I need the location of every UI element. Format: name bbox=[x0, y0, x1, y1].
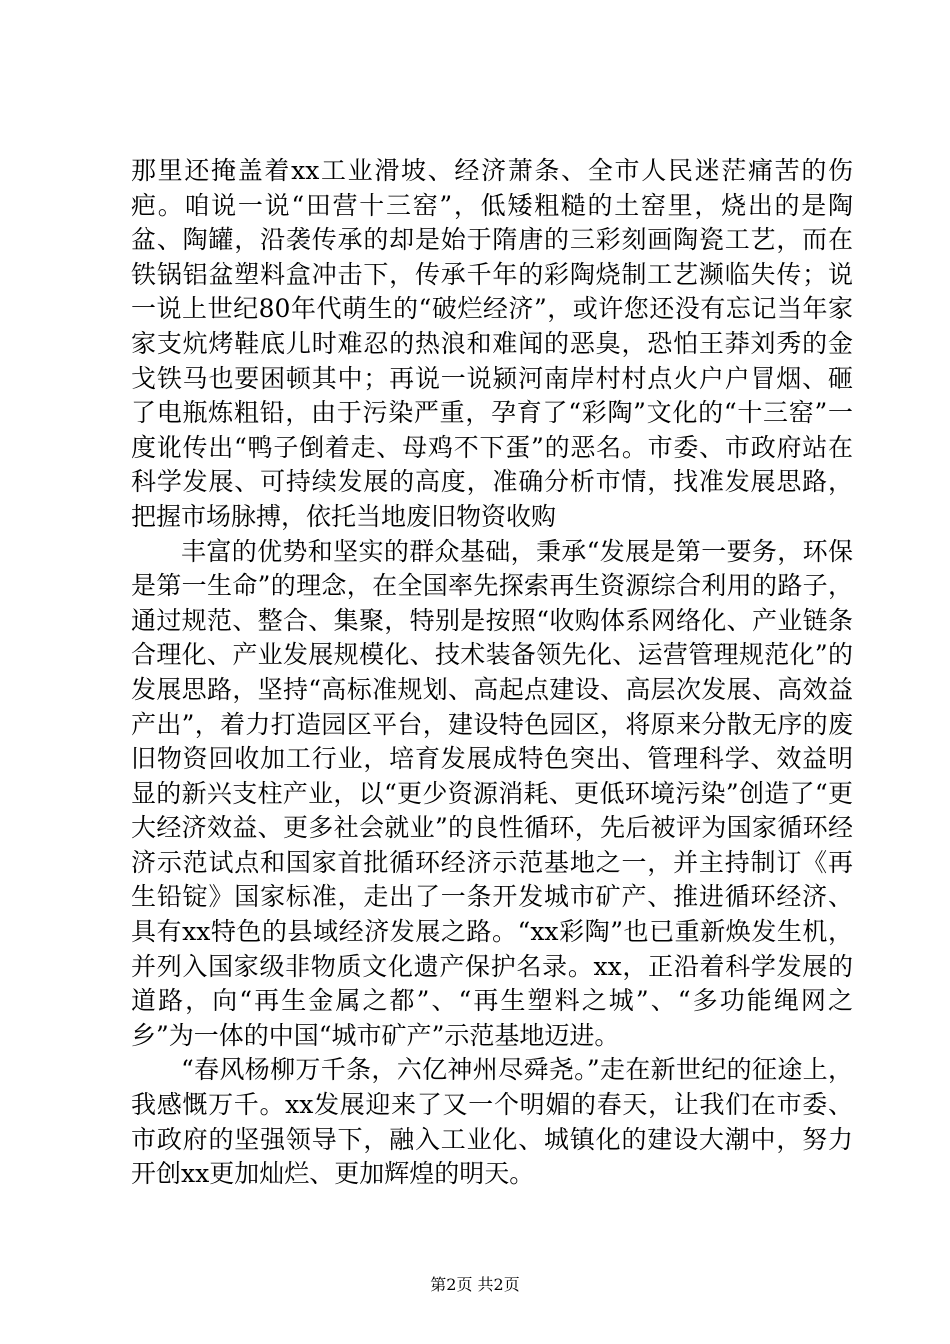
paragraph-3: “春风杨柳万千条，六亿神州尽舜尧。”走在新世纪的征途上，我感慨万千。xx发展迎来了又一个明媚的春天，让我们在市委、市政府的坚强领导下，融入工业化、城镇化的建设大潮中，努力开创xx更加灿烂、更加辉煌的明天。 bbox=[131, 1055, 853, 1189]
page-footer: 第2页 共2页 bbox=[430, 1275, 520, 1294]
paragraph-1: 那里还掩盖着xx工业滑坡、经济萧条、全市人民迷茫痛苦的伤疤。咱说一说“田营十三窑”，低矮粗糙的土窑里，烧出的是陶盆、陶罐，沿袭传承的却是始于隋唐的三彩刻画陶瓷工艺，而在铁锅铝盆塑料盒冲击下，传承千年的彩陶烧制工艺濒临失传；说一说上世纪80年代萌生的“破烂经济”，或许您还没有忘记当年家家支炕烤鞋底儿时难忍的热浪和难闻的恶臭，恐怕王莽刘秀的金戈铁马也要困顿其中；再说一说颍河南岸村村点火户户冒烟、砸了电瓶炼粗铅，由于污染严重，孕育了“彩陶”文化的“十三窑”一度讹传出“鸭子倒着走、母鸡不下蛋”的恶名。市委、市政府站在科学发展、可持续发展的高度，准确分析市情，找准发展思路，把握市场脉搏，依托当地废旧物资收购 bbox=[131, 156, 853, 531]
paragraph-2: 丰富的优势和坚实的群众基础，秉承“发展是第一要务，环保是第一生命”的理念，在全国率先探索再生资源综合利用的路子，通过规范、整合、集聚，特别是按照“收购体系网络化、产业链条合理化、产业发展规模化、技术装备领先化、运营管理规范化”的发展思路，坚持“高标准规划、高起点建设、高层次发展、高效益产出”，着力打造园区平台，建设特色园区，将原来分散无序的废旧物资回收加工行业，培育发展成特色突出、管理科学、效益明显的新兴支柱产业，以“更少资源消耗、更低环境污染”创造了“更大经济效益、更多社会就业”的良性循环，先后被评为国家循环经济示范试点和国家首批循环经济示范基地之一，并主持制订《再生铅锭》国家标准，走出了一条开发城市矿产、推进循环经济、具有xx特色的县域经济发展之路。“xx彩陶”也已重新焕发生机，并列入国家级非物质文化遗产保护名录。xx，正沿着科学发展的道路，向“再生金属之都”、“再生塑料之城”、“多功能绳网之乡”为一体的中国“城市矿产”示范基地迈进。 bbox=[131, 536, 853, 1050]
document-body bbox=[131, 154, 853, 1192]
